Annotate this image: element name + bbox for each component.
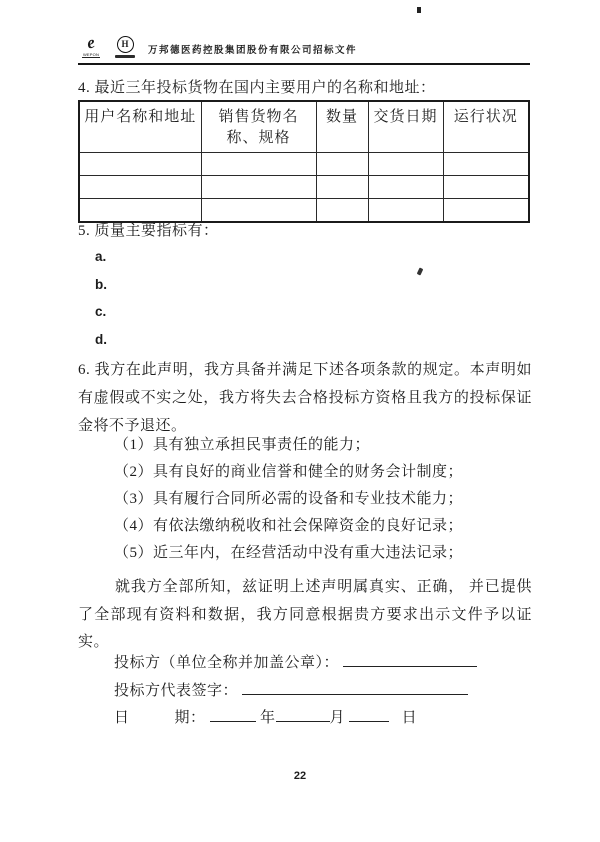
clause-2: （2）具有良好的商业信誉和健全的财务会计制度；	[114, 464, 464, 480]
signature-block	[114, 650, 477, 733]
page-header	[78, 34, 530, 65]
col-header-goods-name-spec: 销售货物名称、规格	[201, 101, 316, 153]
table-cell-empty	[79, 176, 201, 199]
section4-heading: 4. 最近三年投标货物在国内主要用户的名称和地址：	[78, 80, 436, 96]
table-cell-empty	[201, 153, 316, 176]
table-cell-empty	[368, 153, 443, 176]
table-cell-empty	[316, 153, 368, 176]
table-row	[79, 153, 529, 176]
wepon-logo-caption: WEPON	[82, 52, 100, 57]
col-header-delivery-date: 交货日期	[368, 101, 443, 153]
wepon-logo	[78, 34, 104, 58]
bidder-label: 投标方（单位全称并加盖公章）：	[114, 655, 340, 671]
table-cell-empty	[368, 199, 443, 223]
table-cell-empty	[368, 176, 443, 199]
scan-speck	[417, 267, 424, 275]
table-cell-empty	[316, 199, 368, 223]
document-header-title: 万邦德医药控股集团股份有限公司招标文件	[148, 46, 358, 56]
day-label: 日	[401, 710, 418, 726]
list-item-b: b.	[95, 276, 107, 292]
scan-speck	[417, 7, 421, 13]
list-item-a: a.	[95, 249, 107, 264]
clause-3: （3）具有履行合同所必需的设备和专业技术能力；	[114, 491, 464, 507]
table-header-row	[79, 101, 529, 153]
certification-paragraph: 就我方全部所知，兹证明上述声明属真实、正确， 并已提供了全部现有资料和数据，我方同意根据贵方要求出示文件予以证实。	[78, 579, 532, 650]
date-label-ri: 日	[114, 710, 130, 726]
table-cell-empty	[443, 199, 529, 223]
date-year-line	[210, 708, 256, 722]
col-header-running-status: 运行状况	[443, 101, 529, 153]
section5-list	[95, 243, 107, 353]
h-circle-logo	[112, 36, 138, 58]
representative-signature-row	[114, 678, 477, 706]
clause-4: （4）有依法缴纳税收和社会保障资金的良好记录；	[114, 518, 464, 534]
table-cell-empty	[316, 176, 368, 199]
table-cell-empty	[79, 153, 201, 176]
date-row	[114, 705, 477, 733]
table-cell-empty	[443, 176, 529, 199]
col-header-user-name-address: 用户名称和地址	[79, 101, 201, 153]
bidder-signature-line	[343, 653, 477, 667]
representative-signature-line	[242, 681, 468, 695]
year-label: 年	[260, 710, 276, 726]
month-label: 月	[329, 710, 346, 726]
h-circle-logo-icon: H	[117, 36, 134, 53]
clause-1: （1）具有独立承担民事责任的能力；	[114, 437, 371, 453]
page-number: 22	[293, 770, 307, 782]
date-label-qi: 期：	[174, 710, 206, 726]
list-item-d: d.	[95, 331, 107, 347]
script-e-logo-icon: e	[85, 32, 97, 53]
bidder-signature-row	[114, 650, 477, 678]
users-table	[78, 100, 530, 223]
date-month-line	[276, 708, 330, 722]
col-header-quantity: 数量	[316, 101, 368, 153]
table-row	[79, 176, 529, 199]
clause-5: （5）近三年内，在经营活动中没有重大违法记录；	[114, 545, 464, 561]
table-cell-empty	[443, 153, 529, 176]
section6-declaration-paragraph: 6. 我方在此声明，我方具备并满足下述各项条款的规定。本声明如有虚假或不实之处，我方将失去合格投标方资格且我方的投标保证金将不予退还。	[78, 362, 532, 434]
list-item-c: c.	[95, 304, 107, 319]
section5-heading: 5. 质量主要指标有：	[78, 223, 219, 239]
header-logos	[78, 34, 138, 58]
representative-label: 投标方代表签字：	[114, 682, 239, 699]
table-cell-empty	[201, 176, 316, 199]
date-day-line	[349, 708, 389, 722]
section6-clauses	[114, 432, 463, 567]
h-logo-caption-smudge	[115, 55, 135, 58]
